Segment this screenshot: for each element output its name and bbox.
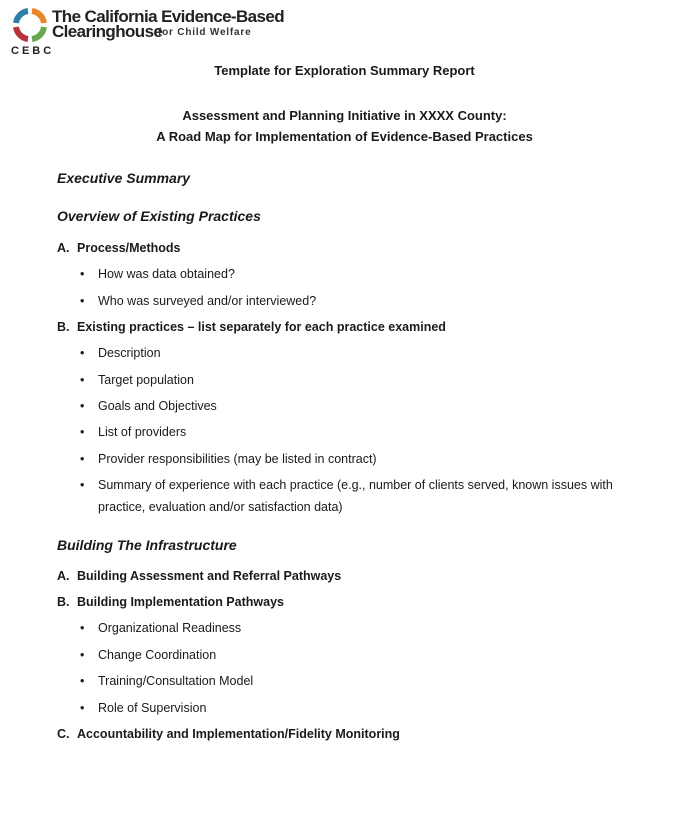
document-title: Template for Exploration Summary Report	[214, 63, 475, 78]
bullet-item: • Description	[80, 346, 161, 360]
list-item: A. Building Assessment and Referral Pathways	[57, 569, 342, 583]
logo-text: for Child Welfare	[158, 27, 252, 38]
subtitle-line: A Road Map for Implementation of Evidence-Based Practices	[156, 129, 533, 144]
bullet-item: • Summary of experience with each practice (e.g., number of clients served, known issues with practice, evaluation and/or satisfaction data)	[80, 478, 613, 514]
bullet-item: • How was data obtained?	[80, 267, 235, 281]
bullet-item: • Target population	[80, 373, 194, 387]
list-item: B. Building Implementation Pathways	[57, 595, 284, 609]
bullet-item: • List of providers	[80, 425, 187, 439]
subtitle-line: Assessment and Planning Initiative in XXXX County:	[182, 108, 507, 123]
bullet-item: • Organizational Readiness	[80, 621, 242, 635]
bullet-item: • Role of Supervision	[80, 701, 207, 715]
bullet-item: • Provider responsibilities (may be listed in contract)	[80, 452, 377, 466]
bullet-item: • Change Coordination	[80, 648, 217, 662]
list-item: C. Accountability and Implementation/Fidelity Monitoring	[57, 727, 400, 741]
section-heading: Executive Summary	[57, 170, 191, 186]
section-heading: Overview of Existing Practices	[57, 208, 261, 224]
logo-text: The California Evidence-Based	[52, 7, 285, 26]
bullet-item: • Training/Consultation Model	[80, 674, 254, 688]
logo-abbr: CEBC	[11, 45, 55, 57]
section-heading: Building The Infrastructure	[57, 537, 237, 553]
cebc-logo-icon	[11, 6, 49, 44]
list-item: A. Process/Methods	[57, 241, 181, 255]
bullet-item: • Who was surveyed and/or interviewed?	[80, 294, 317, 308]
logo-text: Clearinghouse	[52, 22, 163, 41]
bullet-item: • Goals and Objectives	[80, 399, 217, 413]
list-item: B. Existing practices – list separately for each practice examined	[57, 320, 446, 334]
